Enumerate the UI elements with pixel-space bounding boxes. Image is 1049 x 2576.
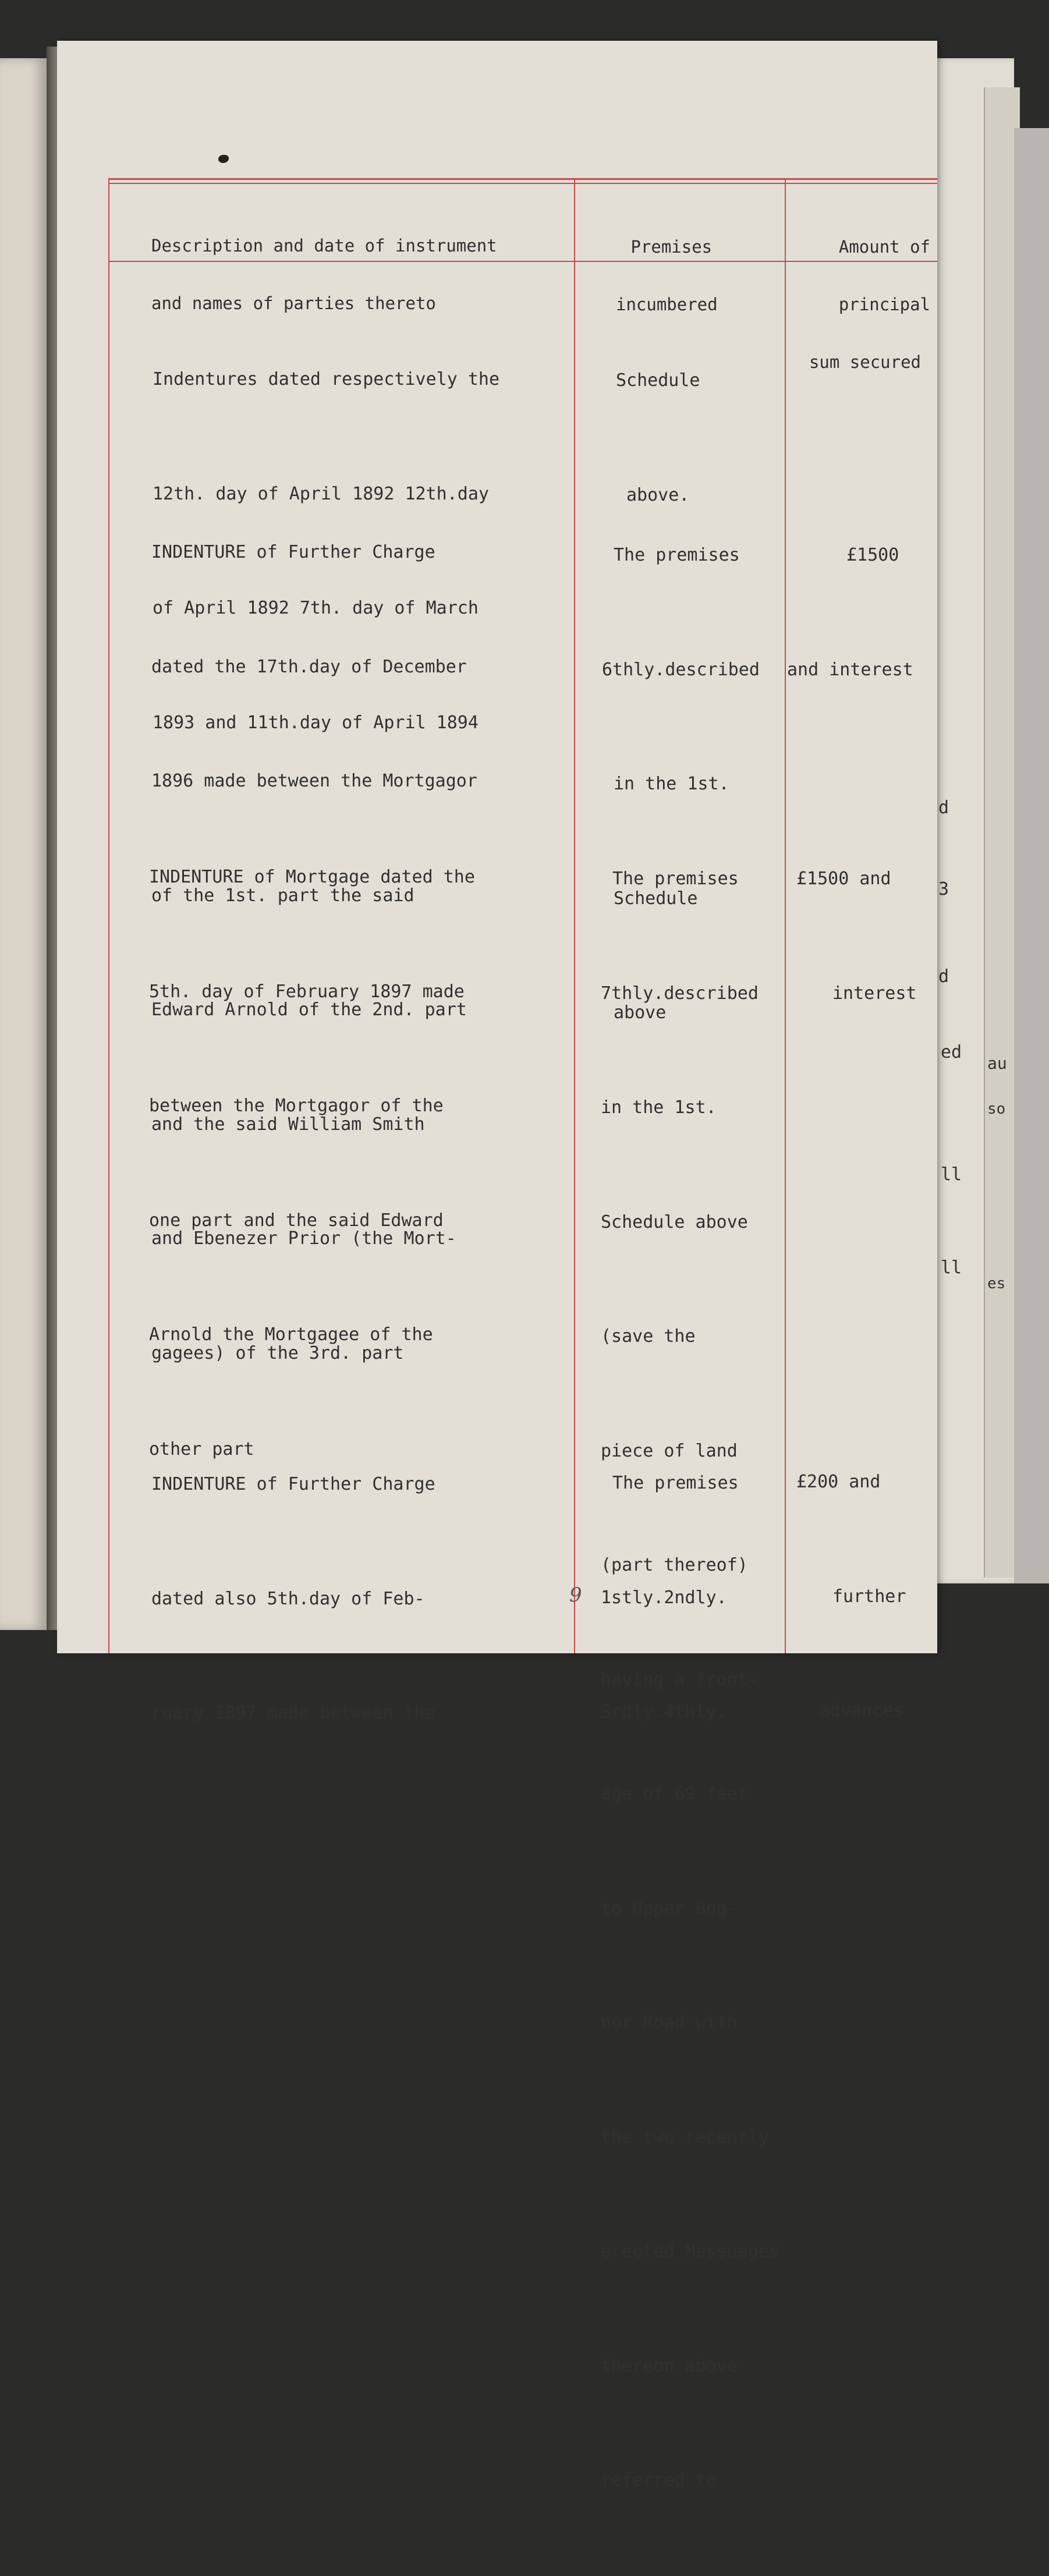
text-line: INDENTURE of Mortgage dated the: [149, 867, 475, 887]
register-page: [57, 41, 937, 2490]
header-line: principal: [838, 295, 930, 314]
edge-fragment: ll: [941, 1164, 962, 1185]
text-line: interest: [832, 983, 917, 1004]
text-line: (save the: [601, 1326, 696, 1347]
header-line: sum secured: [809, 352, 921, 372]
header-line: incumbered: [616, 295, 718, 314]
text-line: and Ebenezer Prior (the Mort-: [151, 1228, 456, 1249]
text-line: one part and the said Edward: [149, 1210, 444, 1231]
folio-number: 9: [569, 1583, 582, 1607]
text-line: Arnold the Mortgagee of the: [149, 1324, 433, 1345]
row-3-amount: [796, 784, 917, 1089]
text-line: Schedule above: [601, 1211, 748, 1232]
text-line: to Upper Bog-: [601, 1898, 738, 1919]
text-line: age of 69 feet: [601, 1784, 748, 1804]
header-line: Premises: [630, 237, 713, 257]
text-line: 5th. day of February 1897 made: [149, 981, 465, 1002]
text-line: ruary 1897 made between the: [151, 1703, 435, 1723]
text-line: 12th. day of April 1892 12th.day: [153, 483, 489, 504]
text-line: in the 1st.: [614, 774, 729, 794]
text-line: dated the 17th.day of December: [151, 656, 467, 677]
text-line: Schedule: [616, 370, 700, 391]
text-line: further: [832, 1586, 906, 1607]
text-line: The premises: [612, 869, 739, 889]
edge-fragment: so: [987, 1100, 1006, 1118]
text-line: The premises: [612, 1473, 739, 1493]
text-line: thereon above: [601, 2355, 738, 2376]
header-line: Description and date of instrument: [151, 236, 497, 256]
top-rule: [108, 178, 937, 180]
text-line: 7thly.described: [601, 983, 759, 1004]
edge-fragment: es: [987, 1275, 1006, 1292]
text-line: 6thly.described: [602, 659, 760, 680]
edge-fragment: d: [938, 798, 949, 818]
text-line: £1500 and: [796, 869, 891, 889]
top-rule-double: [108, 183, 937, 184]
text-line: of April 1892 7th. day of March: [153, 598, 479, 618]
text-line: 1893 and 11th.day of April 1894: [153, 712, 479, 733]
text-line: gagees) of the 3rd. part: [151, 1342, 404, 1363]
ink-blot: [218, 155, 229, 163]
text-line: dated also 5th.day of Feb-: [151, 1588, 425, 1609]
text-line: of the 1st. part the said: [151, 885, 414, 906]
edge-fragment: au: [987, 1054, 1007, 1073]
text-line: Edward Arnold of the 2nd. part: [151, 1000, 467, 1020]
backing-card: [1014, 128, 1049, 1583]
edge-fragment: d: [938, 966, 949, 987]
row-4-description: [151, 1389, 435, 1809]
text-line: The premises: [614, 545, 740, 565]
text-line: between the Mortgagor of the: [149, 1096, 444, 1116]
left-column-rule: [108, 178, 109, 1653]
text-line: other part: [149, 1438, 254, 1459]
edge-fragment: ed: [941, 1042, 962, 1062]
text-line: above: [614, 1002, 667, 1023]
text-line: £1500: [846, 545, 899, 565]
text-line: INDENTURE of Further Charge: [151, 542, 435, 562]
text-line: Schedule: [614, 888, 698, 909]
header-line: Amount of: [838, 237, 930, 257]
text-line: INDENTURE of Further Charge: [151, 1474, 435, 1494]
text-line: Indentures dated respectively the: [153, 369, 500, 389]
header-amount: [791, 199, 930, 410]
header-line: and names of parties thereto: [151, 293, 436, 313]
edge-fragment: 3: [938, 879, 949, 899]
column-divider-1: [574, 178, 575, 1653]
text-line: £200 and: [796, 1472, 881, 1492]
text-line: having a front-: [601, 1669, 759, 1690]
row-4-premises: [601, 1388, 739, 1808]
text-line: the two recently: [601, 2127, 769, 2148]
text-line: in the 1st.: [601, 1097, 717, 1118]
edge-fragment: ll: [941, 1257, 962, 1278]
row-2-amount: [787, 460, 913, 765]
text-line: erected Messuages: [601, 2241, 780, 2262]
text-line: 1896 made between the Mortgagor: [151, 771, 477, 791]
text-line: above.: [626, 484, 690, 505]
row-4-amount: [796, 1387, 906, 1806]
book-gutter: [47, 47, 57, 1630]
left-page-edge: [0, 58, 48, 1630]
column-divider-2: [785, 178, 786, 1653]
text-line: advances: [820, 1700, 904, 1721]
text-line: nor Road with: [601, 2012, 738, 2033]
text-line: and the said William Smith: [151, 1114, 425, 1135]
text-line: 1stly.2ndly.: [601, 1587, 727, 1608]
text-line: (part thereof): [601, 1555, 748, 1575]
text-line: piece of land: [601, 1440, 738, 1461]
text-line: 3rdly.4thly.: [601, 1702, 727, 1722]
text-line: referred to: [601, 2470, 717, 2490]
text-line: and interest: [787, 659, 913, 680]
